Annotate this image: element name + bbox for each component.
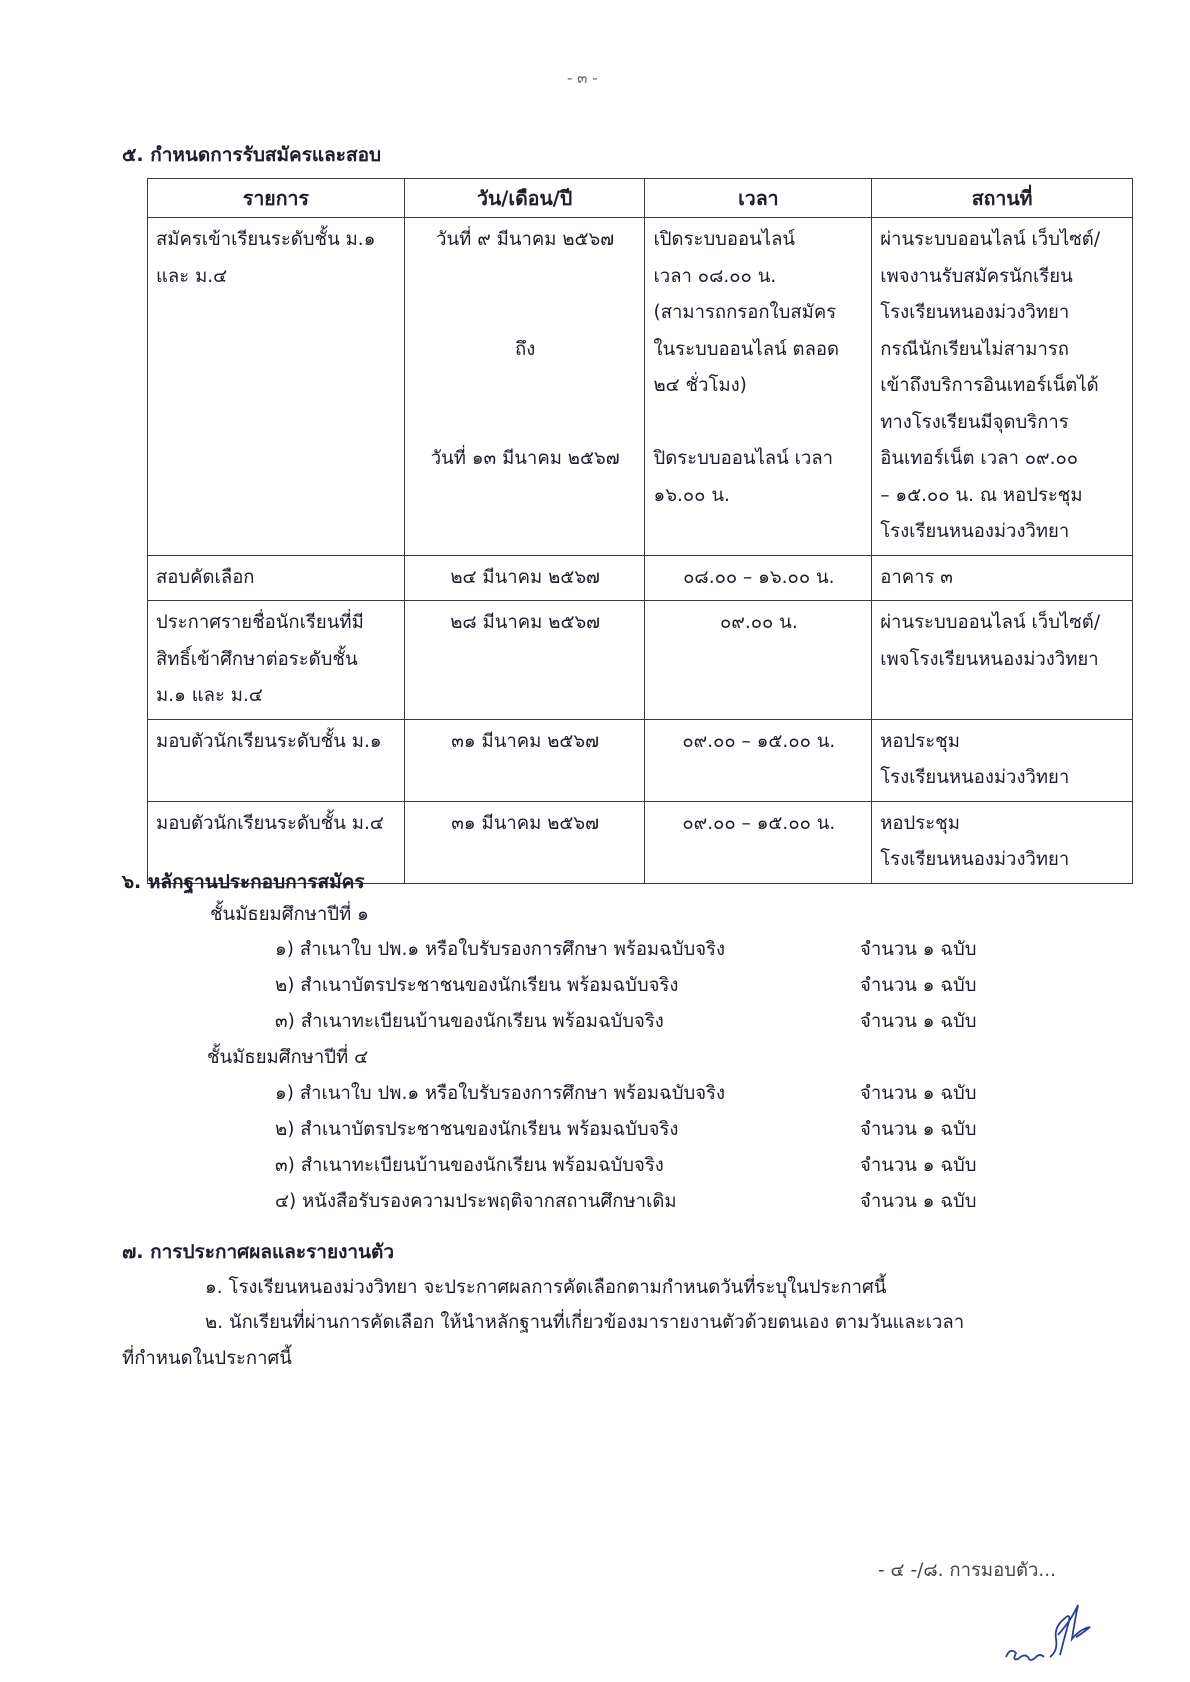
time-cell: ๐๙.๐๐ – ๑๕.๐๐ น. bbox=[645, 719, 872, 801]
column-header: วัน/เดือน/ปี bbox=[404, 179, 645, 218]
document-item: ๑) สำเนาใบ ปพ.๑ หรือใบรับรองการศึกษา พร้อมฉบับจริง bbox=[275, 1083, 726, 1104]
table-header-row bbox=[148, 179, 1133, 218]
handwritten-initials bbox=[1000, 1595, 1110, 1679]
document-amount: จำนวน ๑ ฉบับ bbox=[860, 1083, 977, 1104]
section5-heading: ๕. กำหนดการรับสมัครและสอบ bbox=[122, 144, 382, 166]
column-header: เวลา bbox=[645, 179, 872, 218]
document-amount: จำนวน ๑ ฉบับ bbox=[860, 1155, 977, 1176]
document-amount: จำนวน ๑ ฉบับ bbox=[860, 1011, 977, 1032]
page-number: - ๓ - bbox=[567, 69, 598, 87]
document-amount: จำนวน ๑ ฉบับ bbox=[860, 1191, 977, 1212]
table-row bbox=[148, 218, 1133, 556]
place-cell: อาคาร ๓ bbox=[872, 555, 1133, 601]
document-item: ๓) สำเนาทะเบียนบ้านของนักเรียน พร้อมฉบับจริง bbox=[275, 1155, 664, 1176]
document-item: ๒) สำเนาบัตรประชาชนของนักเรียน พร้อมฉบับจริง bbox=[275, 1119, 679, 1140]
document-amount: จำนวน ๑ ฉบับ bbox=[860, 975, 977, 996]
date-cell: ๓๑ มีนาคม ๒๕๖๗ bbox=[404, 719, 645, 801]
document-item: ๓) สำเนาทะเบียนบ้านของนักเรียน พร้อมฉบับจริง bbox=[275, 1011, 664, 1032]
time-cell: ๐๙.๐๐ – ๑๕.๐๐ น. bbox=[645, 801, 872, 883]
section7-heading: ๗. การประกาศผลและรายงานตัว bbox=[122, 1241, 395, 1263]
item-cell: มอบตัวนักเรียนระดับชั้น ม.๑ bbox=[148, 719, 405, 801]
date-cell: ๒๔ มีนาคม ๒๕๖๗ bbox=[404, 555, 645, 601]
date-cell: ๒๘ มีนาคม ๒๕๖๗ bbox=[404, 601, 645, 720]
column-header: สถานที่ bbox=[872, 179, 1133, 218]
document-amount: จำนวน ๑ ฉบับ bbox=[860, 1119, 977, 1140]
group-title: ชั้นมัธยมศึกษาปีที่ ๑ bbox=[210, 904, 369, 925]
table-row bbox=[148, 555, 1133, 601]
item-cell: สอบคัดเลือก bbox=[148, 555, 405, 601]
place-cell: หอประชุม โรงเรียนหนองม่วงวิทยา bbox=[872, 719, 1133, 801]
document-item: ๒) สำเนาบัตรประชาชนของนักเรียน พร้อมฉบับจริง bbox=[275, 975, 679, 996]
document-item: ๑) สำเนาใบ ปพ.๑ หรือใบรับรองการศึกษา พร้อมฉบับจริง bbox=[275, 939, 726, 960]
place-cell: ผ่านระบบออนไลน์ เว็บไซต์/ เพจโรงเรียนหนองม่วงวิทยา bbox=[872, 601, 1133, 720]
date-cell: ๓๑ มีนาคม ๒๕๖๗ bbox=[404, 801, 645, 883]
item-cell: สมัครเข้าเรียนระดับชั้น ม.๑ และ ม.๔ bbox=[148, 218, 405, 556]
item-cell: ประกาศรายชื่อนักเรียนที่มี สิทธิ์เข้าศึกษาต่อระดับชั้น ม.๑ และ ม.๔ bbox=[148, 601, 405, 720]
report-paragraph: ๒. นักเรียนที่ผ่านการคัดเลือก ให้นำหลักฐานที่เกี่ยวข้องมารายงานตัวด้วยตนเอง ตามวันและเวลา bbox=[205, 1312, 965, 1333]
table-row bbox=[148, 719, 1133, 801]
time-cell: ๐๙.๐๐ น. bbox=[645, 601, 872, 720]
section6-heading: ๖. หลักฐานประกอบการสมัคร bbox=[122, 871, 365, 893]
document-amount: จำนวน ๑ ฉบับ bbox=[860, 939, 977, 960]
time-cell: เปิดระบบออนไลน์ เวลา ๐๘.๐๐ น. (สามารถกรอกใบสมัคร ในระบบออนไลน์ ตลอด ๒๔ ชั่วโมง) ปิดระบบออนไลน์ เวลา ๑๖.๐๐ น. bbox=[645, 218, 872, 556]
place-cell: ผ่านระบบออนไลน์ เว็บไซต์/ เพจงานรับสมัครนักเรียน โรงเรียนหนองม่วงวิทยา กรณีนักเรียนไม่สามารถ เข้าถึงบริการอินเทอร์เน็ตได้ ทางโรงเรียนมีจุดบริการ อินเทอร์เน็ต เวลา ๐๙.๐๐ – ๑๕.๐๐ น. ณ หอประชุม โรงเรียนหนองม่วงวิทยา bbox=[872, 218, 1133, 556]
column-header: รายการ bbox=[148, 179, 405, 218]
table-row bbox=[148, 601, 1133, 720]
schedule-table bbox=[147, 178, 1133, 884]
item-cell: มอบตัวนักเรียนระดับชั้น ม.๔ bbox=[148, 801, 405, 883]
signature-icon bbox=[1000, 1595, 1110, 1675]
time-cell: ๐๘.๐๐ – ๑๖.๐๐ น. bbox=[645, 555, 872, 601]
report-paragraph-continued: ที่กำหนดในประกาศนี้ bbox=[122, 1348, 292, 1369]
date-cell: วันที่ ๙ มีนาคม ๒๕๖๗ ถึง วันที่ ๑๓ มีนาคม ๒๕๖๗ bbox=[404, 218, 645, 556]
place-cell: หอประชุม โรงเรียนหนองม่วงวิทยา bbox=[872, 801, 1133, 883]
document-item: ๔) หนังสือรับรองความประพฤติจากสถานศึกษาเดิม bbox=[275, 1191, 677, 1212]
announcement-paragraph: ๑. โรงเรียนหนองม่วงวิทยา จะประกาศผลการคัดเลือกตามกำหนดวันที่ระบุในประกาศนี้ bbox=[205, 1277, 887, 1298]
continuation-note: - ๔ -/๘. การมอบตัว... bbox=[878, 1560, 1056, 1581]
group-title: ชั้นมัธยมศึกษาปีที่ ๔ bbox=[207, 1047, 369, 1068]
